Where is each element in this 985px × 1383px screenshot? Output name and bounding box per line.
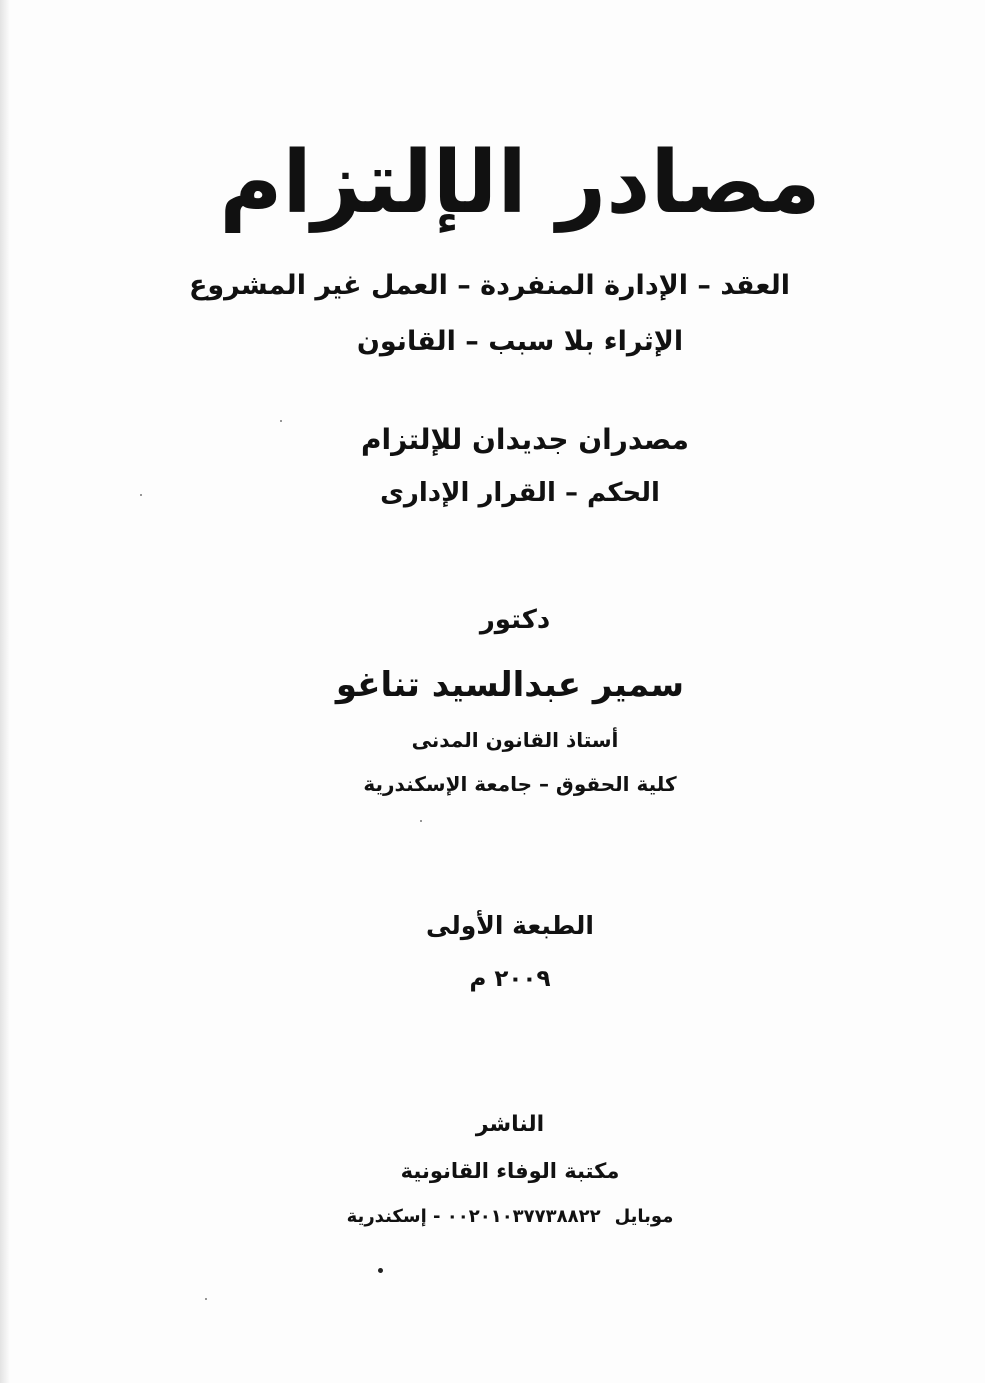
- phone-label: موبايل: [614, 1206, 674, 1227]
- subtitle-line-2: الإثراء بلا سبب – القانون: [356, 326, 684, 357]
- ink-dot: [378, 1268, 383, 1273]
- subtitle-line-3: مصدران جديدان للإلتزام: [360, 423, 689, 456]
- scan-speck: [420, 820, 422, 822]
- subtitle-line-4: الحكم – القرار الإدارى: [380, 478, 660, 508]
- publisher-label: الناشر: [475, 1112, 545, 1137]
- page-edge-shadow: [0, 0, 10, 1383]
- author-affiliation: كلية الحقوق – جامعة الإسكندرية: [363, 772, 677, 796]
- phone-number: ٠٠٢٠١٠٣٧٧٣٨٨٢٢ - إسكندرية: [346, 1206, 601, 1227]
- publication-year: ٢٠٠٩ م: [469, 966, 551, 992]
- book-title: مصادر الإلتزام: [219, 133, 821, 233]
- publisher-name: مكتبة الوفاء القانونية: [400, 1159, 620, 1183]
- scan-speck: [140, 494, 142, 496]
- scan-speck: [205, 1298, 207, 1300]
- author-prefix: دكتور: [479, 605, 551, 635]
- subtitle-line-1: العقد – الإدارة المنفردة – العمل غير المشروع: [188, 270, 790, 301]
- edition-label: الطبعة الأولى: [426, 911, 594, 940]
- publisher-contact: [340, 1200, 680, 1234]
- author-position: أستاذ القانون المدنى: [411, 728, 619, 752]
- scan-speck: [280, 420, 282, 422]
- author-name: سمير عبدالسيد تناغو: [335, 665, 685, 705]
